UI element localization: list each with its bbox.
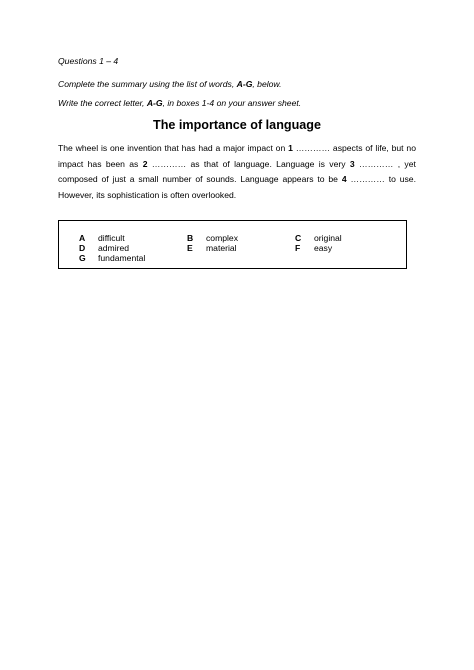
questions-header: Questions 1 – 4 — [58, 56, 119, 66]
word: impact — [247, 143, 273, 153]
option-letter: C — [295, 233, 302, 243]
option-letter: E — [187, 243, 193, 253]
word: on — [275, 143, 286, 153]
instruction-range: A-G — [236, 79, 253, 89]
word: The — [58, 143, 73, 153]
word: invention — [127, 143, 162, 153]
word: is — [100, 143, 108, 153]
word: one — [110, 143, 125, 153]
summary-line — [58, 172, 416, 188]
word: of — [101, 174, 109, 185]
word: as — [129, 158, 139, 169]
word: to — [317, 174, 325, 185]
word: has — [87, 158, 102, 169]
option-letter: D — [79, 243, 86, 253]
gap-blank-2: ………… — [151, 158, 187, 169]
option-letter: F — [295, 243, 301, 253]
word: that — [203, 158, 219, 169]
word: wheel — [75, 143, 99, 153]
word: a — [129, 174, 135, 185]
option-letter: A — [79, 233, 86, 243]
word: sounds. — [206, 174, 237, 185]
instruction-text: , below. — [252, 79, 282, 89]
option-word: original — [314, 233, 342, 243]
option-word: difficult — [98, 233, 125, 243]
word: that — [164, 143, 179, 153]
word: as — [190, 158, 200, 169]
word: Language — [240, 174, 279, 185]
word: of — [222, 158, 230, 169]
word-list-box — [58, 220, 407, 269]
word: small — [138, 174, 159, 185]
word: yet — [404, 158, 416, 169]
gap-blank-1: ………… — [295, 143, 331, 153]
word: of — [195, 174, 203, 185]
instruction-write-letter — [58, 98, 301, 109]
word: but — [391, 143, 404, 153]
word: number — [162, 174, 192, 185]
word: is — [318, 158, 325, 169]
instruction-range: A-G — [146, 98, 163, 108]
word: life, — [375, 143, 389, 153]
word: a — [215, 143, 221, 153]
word: language. — [234, 158, 272, 169]
gap-blank-4: ………… — [350, 174, 385, 185]
word: to — [388, 174, 396, 185]
word: just — [112, 174, 126, 185]
gap-number-2: 2 — [142, 158, 148, 169]
summary-line — [58, 141, 416, 157]
option-letter: B — [187, 233, 194, 243]
word: has — [181, 143, 196, 153]
word: very — [329, 158, 346, 169]
option-word: complex — [206, 233, 238, 243]
word: be — [328, 174, 338, 185]
option-word: easy — [314, 243, 333, 253]
instruction-text: Write the correct letter, — [58, 98, 147, 108]
word: of — [365, 143, 373, 153]
summary-title: The importance of language — [153, 118, 321, 132]
summary-last-line: However, its sophistication is often overlooked. — [58, 189, 237, 200]
gap-number-1: 1 — [288, 143, 293, 153]
word: , — [397, 158, 401, 169]
instruction-complete-summary — [58, 79, 282, 90]
word: major — [223, 143, 245, 153]
summary-line — [58, 188, 416, 204]
word: Language — [276, 158, 315, 169]
instruction-text: , in boxes 1-4 on your answer sheet. — [162, 98, 302, 108]
word: been — [105, 158, 125, 169]
option-word: admired — [98, 243, 130, 253]
word: appears — [282, 174, 314, 185]
instruction-text: Complete the summary using the list of words, — [58, 79, 237, 89]
summary-paragraph — [58, 141, 416, 203]
option-letter: G — [79, 253, 86, 263]
word: impact — [58, 158, 84, 169]
summary-line — [58, 157, 416, 173]
gap-blank-3: ………… — [358, 158, 394, 169]
option-word: material — [206, 243, 237, 253]
word: aspects — [332, 143, 363, 153]
word: composed — [58, 174, 98, 185]
gap-number-4: 4 — [341, 174, 347, 185]
word: had — [198, 143, 213, 153]
word: use. — [399, 174, 416, 185]
gap-number-3: 3 — [349, 158, 355, 169]
option-word: fundamental — [98, 253, 146, 263]
word: no — [406, 143, 416, 153]
